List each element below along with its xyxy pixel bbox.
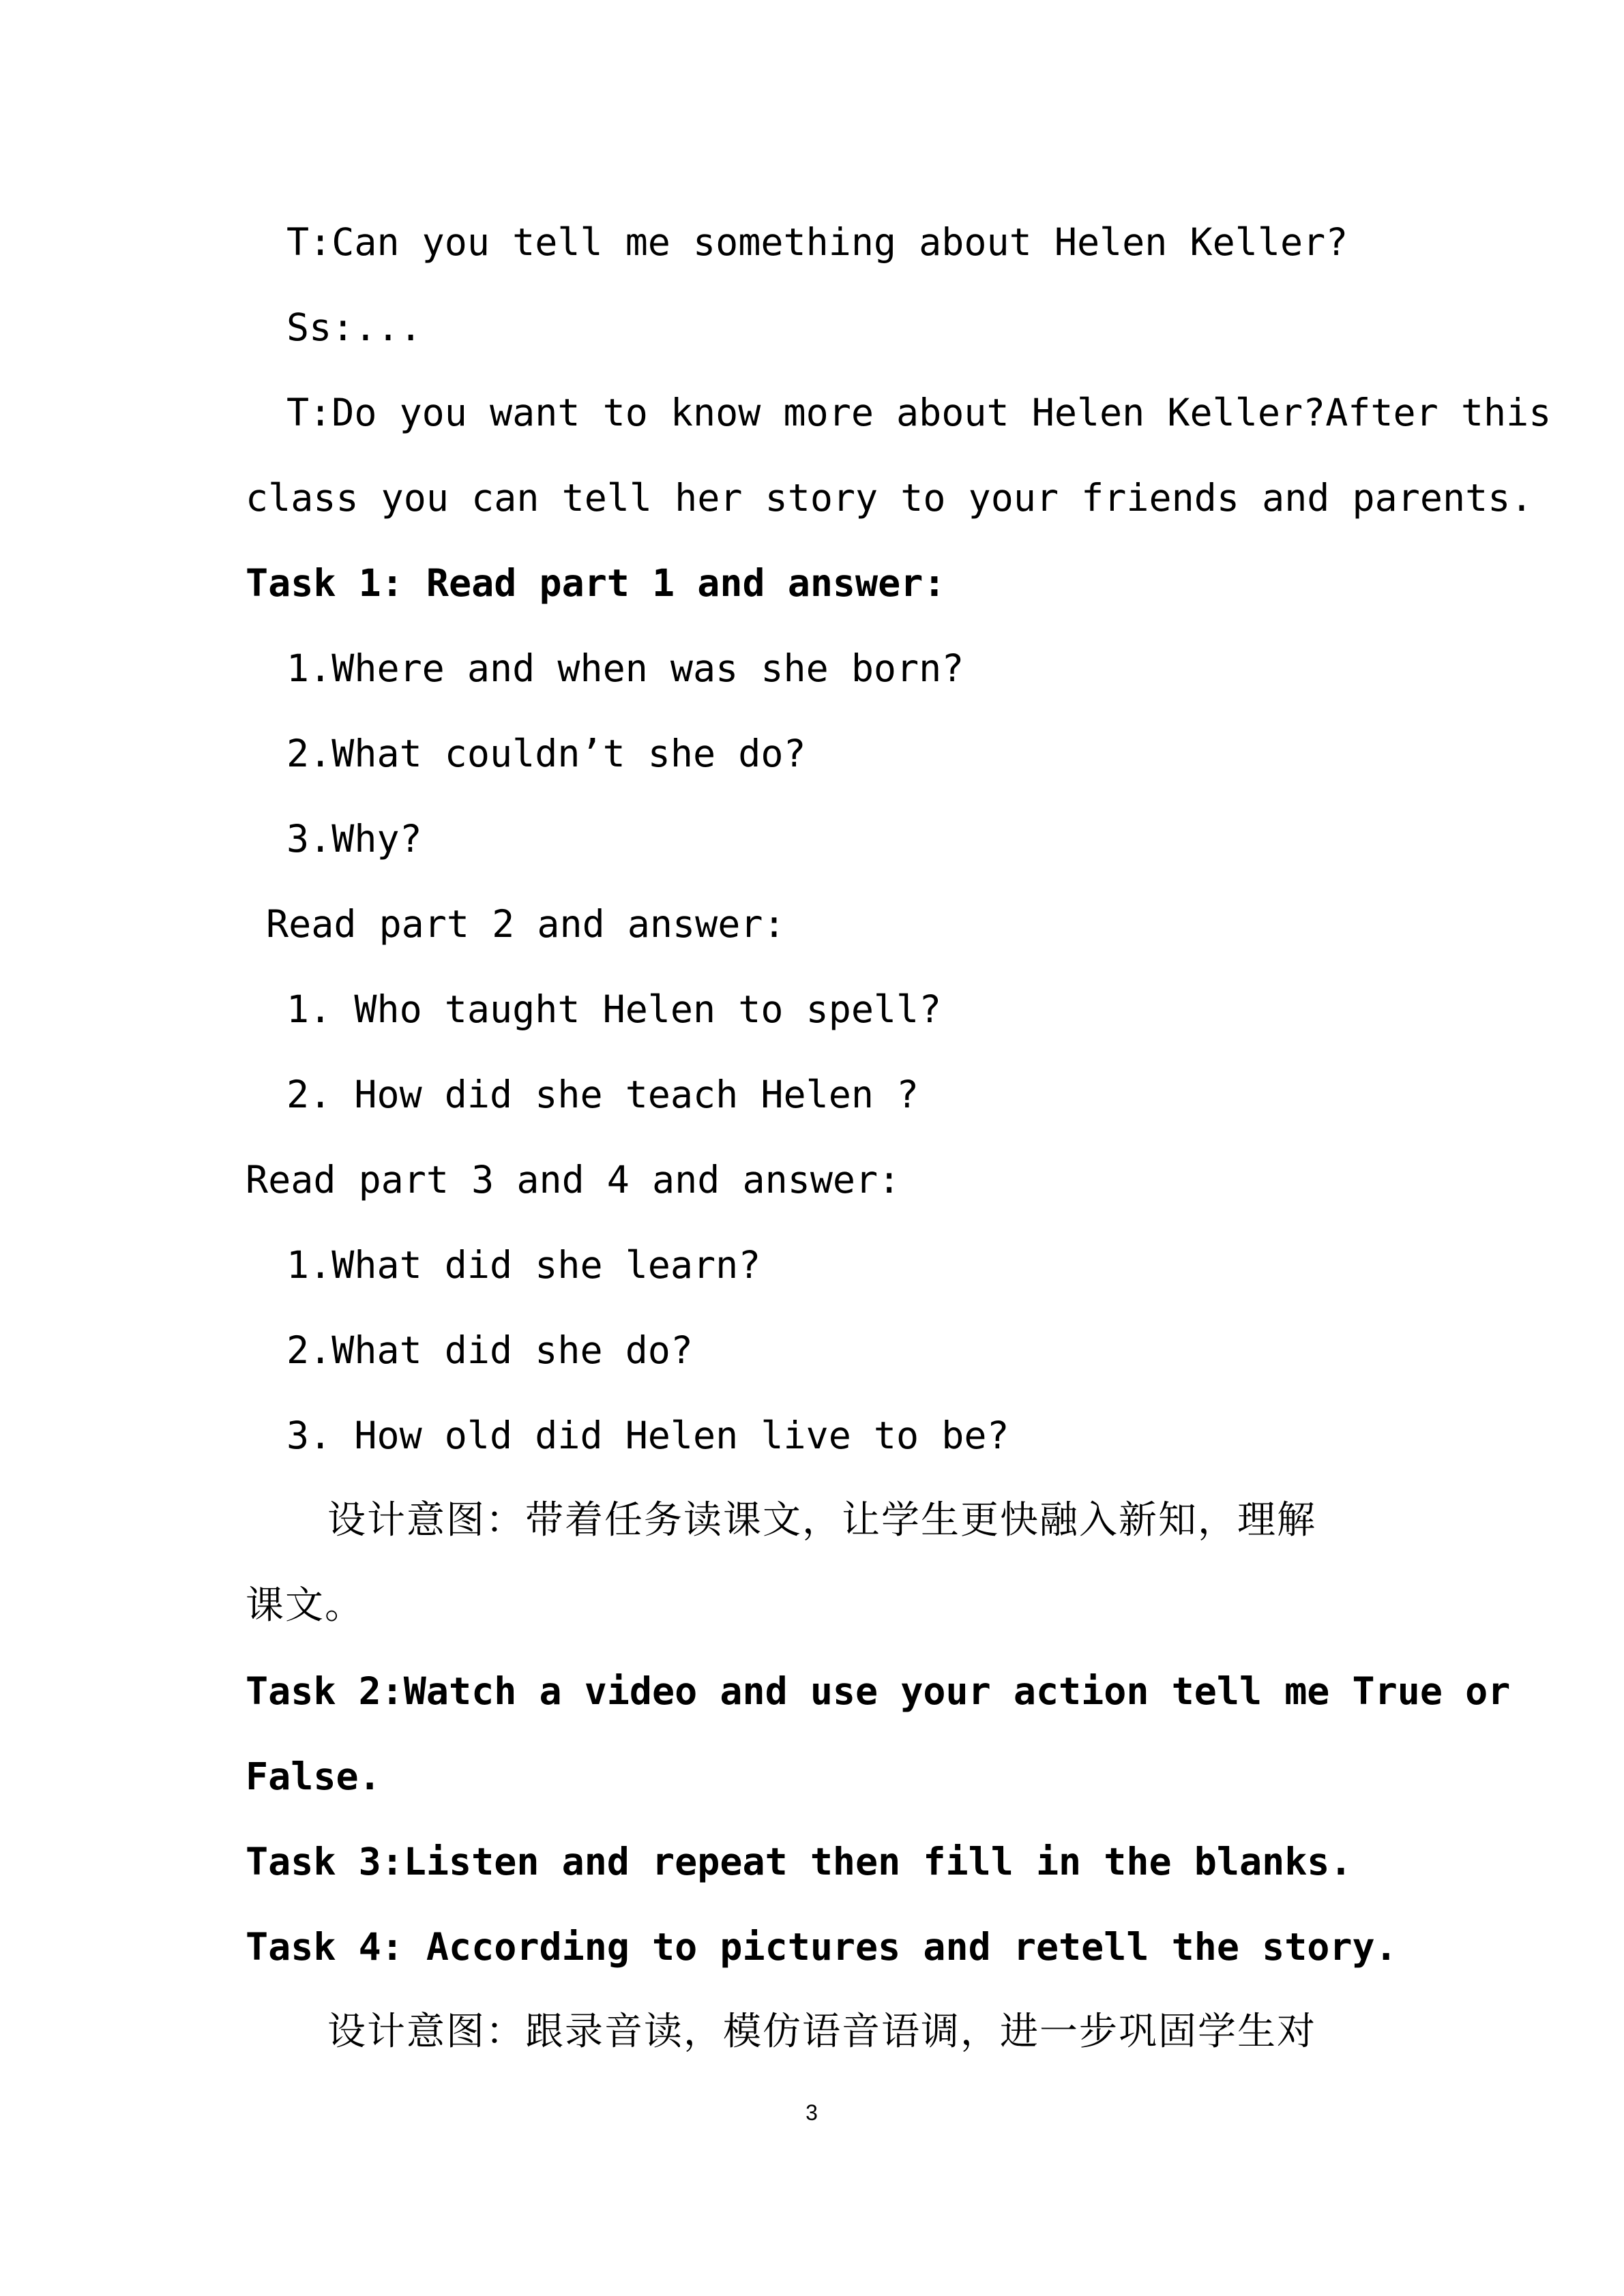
- dialogue-teacher-question: T:Can you tell me something about Helen Keller?: [286, 220, 1348, 264]
- task-3-heading: Task 3:Listen and repeat then fill in the blanks.: [246, 1840, 1353, 1883]
- part-3-4-question-2: 2.What did she do?: [286, 1328, 694, 1372]
- part-3-4-heading: Read part 3 and 4 and answer:: [246, 1158, 901, 1202]
- part-3-4-question-1: 1.What did she learn?: [286, 1243, 761, 1287]
- part-2-question-1: 1. Who taught Helen to spell?: [286, 987, 942, 1031]
- task-1-question-3: 3.Why?: [286, 817, 422, 861]
- task-1-heading: Task 1: Read part 1 and answer:: [246, 561, 946, 605]
- design-intent-1: 设计意图：带着任务读课文，让学生更快融入新知，理解: [327, 1498, 1316, 1542]
- task-1-question-1: 1.Where and when was she born?: [286, 646, 964, 690]
- design-intent-1-cont: 课文。: [246, 1583, 364, 1628]
- task-1-question-2: 2.What couldn’t she do?: [286, 732, 806, 775]
- part-3-4-question-3: 3. How old did Helen live to be?: [286, 1414, 1009, 1457]
- dialogue-students-reply: Ss:...: [286, 305, 422, 349]
- page-number: 3: [806, 2100, 818, 2125]
- task-4-heading: Task 4: According to pictures and retell the story.: [246, 1925, 1398, 1969]
- part-2-question-2: 2. How did she teach Helen ?: [286, 1073, 919, 1116]
- task-2-heading: Task 2:Watch a video and use your action tell me True or: [246, 1669, 1511, 1713]
- dialogue-teacher-intro-cont: class you can tell her story to your friends and parents.: [246, 476, 1533, 520]
- dialogue-teacher-intro: T:Do you want to know more about Helen Keller?After this: [286, 391, 1552, 434]
- design-intent-2: 设计意图：跟录音读，模仿语音语调，进一步巩固学生对: [327, 2010, 1316, 2054]
- part-2-heading: Read part 2 and answer:: [266, 902, 786, 946]
- task-2-heading-cont: False.: [246, 1755, 381, 1798]
